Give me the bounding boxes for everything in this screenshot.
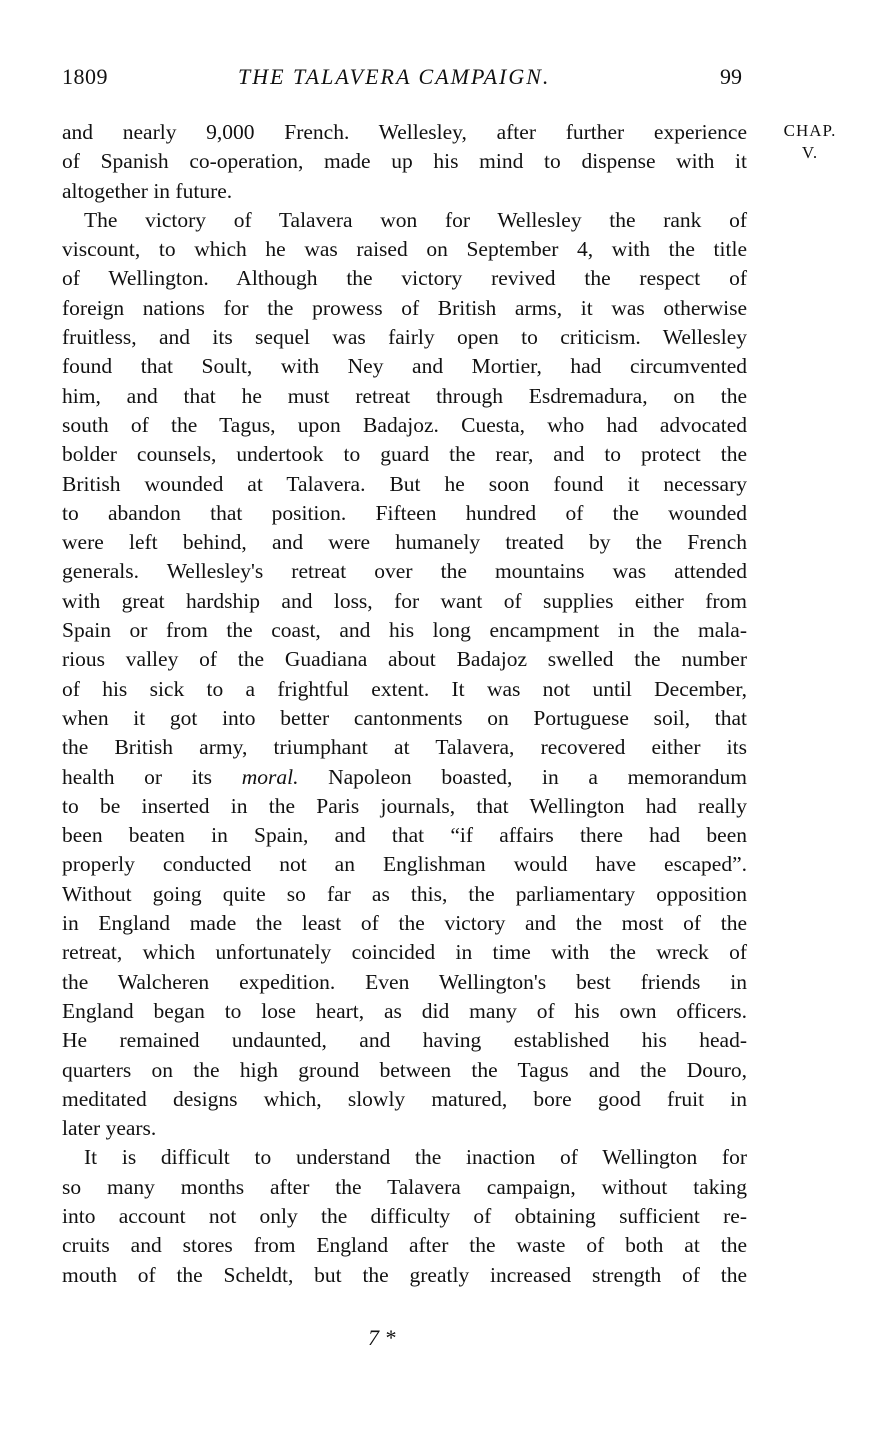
text-line: of Spanish co-operation, made up his mind to dispense with it: [62, 149, 747, 174]
text-line: of his sick to a frightful extent. It was not until December,: [62, 676, 747, 701]
text-line: the Walcheren expedition. Even Wellington's best friends in: [62, 969, 747, 994]
chapter-margin-note: [770, 120, 850, 164]
running-head: [62, 64, 762, 100]
text-line: bolder counsels, undertook to guard the rear, and to protect the: [62, 442, 747, 467]
text-line: cruits and stores from England after the waste of both at the: [62, 1233, 747, 1258]
text-line: with great hardship and loss, for want of supplies either from: [62, 588, 747, 613]
text-line: British wounded at Talavera. But he soon found it necessary: [62, 471, 747, 496]
text-line: found that Soult, with Ney and Mortier, had circumvented: [62, 354, 747, 379]
margin-note-number: V.: [801, 143, 819, 162]
paragraph-2: [62, 206, 747, 1144]
paragraph-1: [62, 118, 747, 206]
text-line: health or its moral. Napoleon boasted, in a memorandum: [62, 764, 747, 789]
text-line: Without going quite so far as this, the parliamentary opposition: [62, 881, 747, 906]
text-line: He remained undaunted, and having established his head-: [62, 1028, 747, 1053]
text-line: him, and that he must retreat through Esdremadura, on the: [62, 383, 747, 408]
text-line: foreign nations for the prowess of British arms, it was otherwise: [62, 295, 747, 320]
text-line: in England made the least of the victory and the most of the: [62, 911, 747, 936]
text-line: later years.: [62, 1116, 157, 1141]
text-line: and nearly 9,000 French. Wellesley, after further experience: [62, 120, 747, 144]
page-number: 99: [720, 64, 742, 89]
text-line: England began to lose heart, as did many of his own officers.: [62, 998, 747, 1023]
text-line: to abandon that position. Fifteen hundred of the wounded: [62, 500, 747, 525]
text-line: properly conducted not an Englishman would have escaped”.: [62, 852, 747, 877]
text-line: the British army, triumphant at Talavera, recovered either its: [62, 735, 747, 760]
body-text: [62, 118, 747, 1290]
text-line: meditated designs which, slowly matured, bore good fruit in: [62, 1086, 747, 1111]
text-line: of Wellington. Although the victory revived the respect of: [62, 266, 747, 291]
text-line: to be inserted in the Paris journals, that Wellington had really: [62, 793, 747, 818]
text-line: when it got into better cantonments on Portuguese soil, that: [62, 705, 747, 730]
text-line: were left behind, and were humanely treated by the French: [62, 530, 747, 555]
text-line: into account not only the difficulty of obtaining sufficient re-: [62, 1203, 747, 1228]
running-head-title: THE TALAVERA CAMPAIGN.: [238, 64, 551, 89]
text-line: south of the Tagus, upon Badajoz. Cuesta, who had advocated: [62, 412, 747, 437]
signature-mark: 7 *: [368, 1325, 396, 1350]
text-line: fruitless, and its sequel was fairly open to criticism. Wellesley: [62, 325, 747, 350]
margin-note-chap: CHAP.: [783, 121, 837, 140]
text-line: so many months after the Talavera campaign, without taking: [62, 1174, 747, 1199]
italic-word: moral.: [241, 764, 299, 789]
text-line: viscount, to which he was raised on September 4, with the title: [62, 237, 747, 262]
running-head-year: 1809: [62, 64, 108, 89]
text-line: generals. Wellesley's retreat over the mountains was attended: [62, 559, 747, 584]
text-line: retreat, which unfortunately coincided in time with the wreck of: [62, 940, 747, 965]
text-line: rious valley of the Guadiana about Badajoz swelled the number: [62, 647, 747, 672]
text-line: The victory of Talavera won for Wellesley the rank of: [84, 207, 747, 232]
paragraph-3: [62, 1143, 747, 1289]
text-line: quarters on the high ground between the Tagus and the Douro,: [62, 1057, 747, 1082]
text-line: altogether in future.: [62, 178, 233, 203]
text-line: mouth of the Scheldt, but the greatly increased strength of the: [62, 1262, 747, 1287]
text-line: Spain or from the coast, and his long encampment in the mala-: [62, 618, 747, 643]
text-line: been beaten in Spain, and that “if affairs there had been: [62, 823, 747, 848]
text-line: It is difficult to understand the inaction of Wellington for: [84, 1145, 747, 1170]
